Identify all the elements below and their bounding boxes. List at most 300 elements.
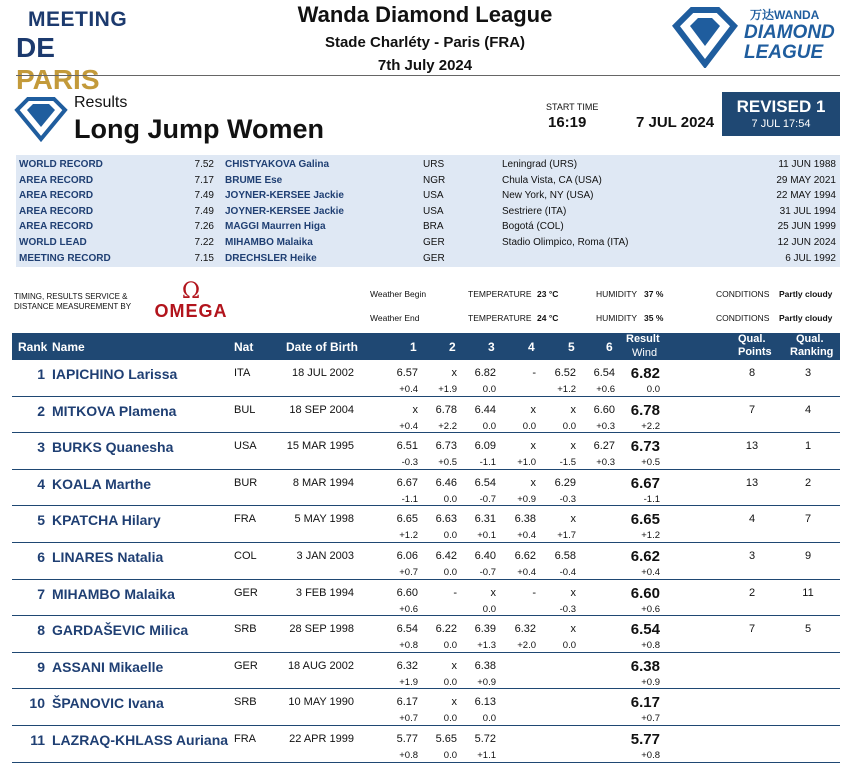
attempt-3-mark: 6.44 (474, 403, 496, 416)
logo-text-de-paris (16, 32, 146, 96)
athlete-rank: 7 (37, 585, 45, 602)
athlete-dob: 3 FEB 1994 (295, 586, 354, 599)
humidity-label: HUMIDITY (596, 289, 638, 299)
athlete-dob: 18 AUG 2002 (287, 659, 354, 672)
event-title: Long Jump Women (74, 114, 324, 144)
omega-logo (150, 279, 232, 321)
weather-end (370, 313, 840, 325)
temperature-value: 24 °C (537, 313, 559, 323)
result-row (12, 653, 840, 690)
revised-label: REVISED 1 (736, 97, 826, 116)
athlete-name: KOALA Marthe (52, 475, 152, 492)
attempt-3-wind: -0.7 (479, 566, 496, 578)
attempt-2-mark: 6.46 (435, 476, 457, 489)
qual-ranking: 9 (804, 549, 812, 562)
attempt-3-mark: 6.09 (474, 440, 496, 453)
col-attempt-2: 2 (449, 340, 456, 354)
attempt-1-wind: +0.7 (399, 713, 418, 725)
record-type: AREA RECORD (19, 221, 94, 233)
qual-ranking: 1 (804, 440, 812, 453)
record-holder: MIHAMBO Malaika (225, 236, 313, 248)
attempt-4-wind: +1.0 (517, 457, 536, 469)
col-nat: Nat (234, 340, 254, 354)
conditions-label: CONDITIONS (716, 313, 770, 323)
attempt-1-wind: +1.9 (399, 676, 418, 688)
attempt-2-mark: 6.63 (435, 513, 457, 526)
start-time: 16:19 (548, 114, 587, 131)
attempt-2-mark: x (451, 696, 457, 709)
col-dob: Date of Birth (286, 340, 358, 354)
attempt-1-mark: 6.32 (396, 659, 418, 672)
attempt-2-mark: 6.22 (435, 623, 457, 636)
attempt-3-wind: -1.1 (479, 457, 496, 469)
attempt-1-mark: 6.67 (396, 476, 418, 489)
humidity-label: HUMIDITY (596, 313, 638, 323)
athlete-result-wind: +0.7 (641, 713, 660, 725)
qual-ranking: 5 (804, 623, 812, 636)
qual-points: 7 (748, 403, 756, 416)
attempt-6-wind: +0.3 (596, 457, 615, 469)
attempt-6-wind: +0.6 (596, 384, 615, 395)
attempt-5-mark: x (570, 513, 576, 526)
athlete-result: 6.73 (630, 438, 660, 456)
qual-points: 4 (748, 513, 756, 526)
temperature-label: TEMPERATURE (468, 313, 532, 323)
record-date: 31 JUL 1994 (779, 205, 836, 217)
record-nat: GER (423, 252, 445, 264)
col-attempt-6: 6 (606, 340, 613, 354)
athlete-result-wind: -1.1 (643, 493, 660, 505)
record-holder: JOYNER-KERSEE Jackie (225, 205, 344, 217)
col-attempt-3: 3 (488, 340, 495, 354)
athlete-rank: 9 (37, 658, 45, 675)
logo-text-diamond: DIAMOND (744, 22, 835, 43)
attempt-3-wind: +1.3 (477, 640, 496, 652)
attempt-3-mark: 6.13 (474, 696, 496, 709)
humidity-value: 37 % (644, 289, 664, 299)
athlete-rank: 11 (30, 731, 45, 748)
attempt-3-wind: 0.0 (482, 384, 496, 395)
logo-text-league: LEAGUE (744, 42, 824, 63)
attempt-5-mark: x (570, 440, 576, 453)
qual-ranking: 3 (804, 367, 812, 379)
attempt-1-wind: +0.6 (399, 603, 418, 615)
attempt-3-mark: 6.40 (474, 549, 496, 562)
attempt-4-mark: 6.62 (514, 549, 536, 562)
meeting-info (240, 2, 610, 74)
attempt-3-wind: +0.1 (477, 530, 496, 542)
col-rank: Rank (18, 340, 48, 354)
attempt-3-mark: 6.54 (474, 476, 496, 489)
timing-credit (14, 292, 131, 312)
record-holder: JOYNER-KERSEE Jackie (225, 190, 344, 202)
record-venue: Stadio Olimpico, Roma (ITA) (502, 236, 629, 248)
attempt-6-mark: 6.54 (593, 367, 615, 379)
record-nat: URS (423, 159, 445, 170)
record-venue: New York, NY (USA) (502, 190, 594, 202)
attempt-4-mark: - (532, 586, 536, 599)
attempt-3-mark: 6.82 (474, 367, 496, 379)
attempt-5-wind: -0.3 (559, 603, 576, 615)
revised-time: 7 JUL 17:54 (751, 118, 811, 130)
attempt-5-mark: x (570, 623, 576, 636)
record-nat: GER (423, 236, 445, 248)
weather-label: Weather Begin (370, 289, 427, 299)
attempt-3-wind: 0.0 (482, 420, 496, 432)
athlete-result: 5.77 (630, 730, 660, 748)
record-type: AREA RECORD (19, 205, 94, 217)
humidity-value: 35 % (644, 313, 664, 323)
col-qual-ranking-2: Ranking (790, 346, 834, 358)
attempt-3-mark: 6.38 (474, 659, 496, 672)
attempt-1-wind: +0.4 (399, 384, 418, 395)
attempt-2-wind: +2.2 (438, 420, 457, 432)
conditions-label: CONDITIONS (716, 289, 770, 299)
athlete-result-wind: 0.0 (646, 384, 660, 395)
record-row (16, 173, 840, 189)
qual-ranking: 2 (804, 476, 812, 489)
record-row (16, 204, 840, 220)
results-table-header (12, 333, 840, 360)
attempt-5-wind: -1.5 (559, 457, 576, 469)
athlete-result-wind: +0.8 (641, 749, 660, 761)
attempt-2-mark: 6.42 (435, 549, 457, 562)
athlete-result: 6.17 (630, 694, 660, 712)
athlete-nat: BUR (234, 476, 258, 489)
conditions-value: Partly cloudy (779, 313, 833, 323)
athlete-result: 6.67 (630, 474, 660, 492)
attempt-3-mark: 6.39 (474, 623, 496, 636)
attempt-5-wind: +1.2 (557, 384, 576, 395)
result-row (12, 470, 840, 507)
attempt-2-mark: 5.65 (435, 732, 457, 745)
records-panel (16, 155, 840, 267)
attempt-2-wind: 0.0 (443, 493, 457, 505)
qual-points: 13 (745, 440, 759, 453)
attempt-1-mark: x (412, 403, 418, 416)
result-row (12, 397, 840, 434)
attempt-2-wind: 0.0 (443, 713, 457, 725)
col-attempt-1: 1 (410, 340, 417, 354)
attempt-2-mark: - (453, 586, 457, 599)
results-table-body (12, 360, 840, 763)
record-type: MEETING RECORD (19, 252, 111, 264)
attempt-4-wind: +0.9 (517, 493, 536, 505)
athlete-nat: GER (234, 586, 258, 599)
record-date: 29 MAY 2021 (776, 174, 836, 186)
athlete-dob: 28 SEP 1998 (289, 623, 354, 636)
page-header (0, 0, 849, 95)
record-mark: 7.15 (194, 252, 214, 264)
attempt-4-mark: 6.38 (514, 513, 536, 526)
attempt-5-wind: -0.4 (559, 566, 576, 578)
meeting-date: 7th July 2024 (377, 57, 473, 74)
record-venue: Sestriere (ITA) (502, 205, 567, 217)
attempt-4-mark: - (532, 367, 536, 379)
athlete-rank: 5 (37, 512, 45, 529)
athlete-rank: 4 (37, 475, 45, 492)
athlete-dob: 22 APR 1999 (289, 732, 354, 745)
athlete-name: ŠPANOVIC Ivana (52, 695, 164, 712)
athlete-nat: BUL (234, 403, 256, 416)
attempt-6-mark: 6.60 (593, 403, 615, 416)
record-holder: DRECHSLER Heike (225, 252, 317, 264)
athlete-result-wind: +0.8 (641, 640, 660, 652)
sponsor-text: 万达WANDA (750, 8, 820, 22)
record-nat: USA (423, 205, 444, 217)
attempt-4-wind: +2.0 (517, 640, 536, 652)
athlete-result: 6.54 (630, 621, 660, 639)
qual-points: 2 (748, 586, 756, 599)
attempt-1-mark: 5.77 (396, 732, 418, 745)
athlete-dob: 18 JUL 2002 (292, 367, 354, 379)
athlete-result: 6.38 (630, 657, 660, 675)
attempt-3-mark: 5.72 (474, 732, 496, 745)
header-divider (16, 75, 840, 76)
attempt-4-mark: 6.32 (514, 623, 536, 636)
event-header (14, 92, 840, 152)
attempt-1-mark: 6.65 (396, 513, 418, 526)
athlete-rank: 6 (37, 548, 45, 565)
athlete-result-wind: +0.4 (641, 566, 660, 578)
athlete-result-wind: +0.5 (641, 457, 660, 469)
attempt-2-wind: 0.0 (443, 530, 457, 542)
record-date: 6 JUL 1992 (785, 252, 836, 264)
record-mark: 7.26 (194, 221, 214, 233)
qual-points: 3 (748, 549, 756, 562)
omega-icon: Ω (181, 279, 201, 304)
col-result: Result (626, 333, 660, 345)
omega-wordmark: OMEGA (154, 301, 228, 321)
athlete-rank: 3 (37, 439, 45, 456)
qual-ranking: 11 (802, 586, 814, 599)
athlete-result-wind: +1.2 (641, 530, 660, 542)
result-row (12, 433, 840, 470)
athlete-name: LINARES Natalia (52, 548, 164, 565)
record-row (16, 235, 840, 251)
record-row (16, 219, 840, 235)
attempt-1-wind: +0.8 (399, 640, 418, 652)
attempt-1-mark: 6.54 (396, 623, 418, 636)
record-date: 25 JUN 1999 (777, 221, 836, 233)
record-row (16, 188, 840, 204)
attempt-5-wind: -0.3 (559, 493, 576, 505)
athlete-result: 6.60 (630, 584, 660, 602)
attempt-5-mark: x (570, 403, 576, 416)
attempt-1-mark: 6.51 (396, 440, 418, 453)
athlete-result: 6.82 (630, 365, 660, 382)
attempt-6-mark: 6.27 (593, 440, 615, 453)
athlete-dob: 8 MAR 1994 (292, 476, 354, 489)
record-row (16, 251, 840, 267)
col-attempt-4: 4 (528, 340, 535, 354)
athlete-rank: 1 (37, 366, 45, 382)
record-holder: BRUME Ese (225, 174, 283, 186)
start-time-label: START TIME (546, 102, 599, 112)
attempt-5-wind: +1.7 (557, 530, 576, 542)
attempt-3-wind: -0.7 (479, 493, 496, 505)
athlete-nat: FRA (234, 732, 256, 745)
athlete-result-wind: +0.9 (641, 676, 660, 688)
attempt-2-mark: x (451, 367, 457, 379)
attempt-1-mark: 6.57 (396, 367, 418, 379)
attempt-5-wind: 0.0 (562, 420, 576, 432)
athlete-result: 6.65 (630, 511, 660, 529)
athlete-dob: 10 MAY 1990 (288, 696, 354, 709)
athlete-name: LAZRAQ-KHLASS Auriana (52, 731, 229, 748)
record-holder: MAGGI Maurren Higa (225, 221, 326, 233)
col-qual-points-2: Points (738, 346, 772, 358)
attempt-2-mark: x (451, 659, 457, 672)
attempt-1-mark: 6.06 (396, 549, 418, 562)
athlete-name: ASSANI Mikaelle (52, 658, 164, 675)
attempt-1-wind: -1.1 (401, 493, 418, 505)
attempt-2-wind: 0.0 (443, 749, 457, 761)
attempt-1-wind: +0.4 (399, 420, 418, 432)
attempt-3-mark: x (490, 586, 496, 599)
attempt-4-wind: +0.4 (517, 530, 536, 542)
record-venue: Leningrad (URS) (502, 159, 578, 170)
record-mark: 7.49 (194, 190, 214, 202)
weather-label: Weather End (370, 313, 420, 323)
attempt-2-wind: +1.9 (438, 384, 457, 395)
attempt-6-wind: +0.3 (596, 420, 615, 432)
athlete-dob: 3 JAN 2003 (296, 549, 354, 562)
attempt-3-wind: 0.0 (482, 603, 496, 615)
qual-points: 7 (748, 623, 756, 636)
result-row (12, 689, 840, 726)
record-mark: 7.17 (194, 174, 214, 186)
attempt-4-wind: +0.4 (517, 566, 536, 578)
record-mark: 7.52 (194, 159, 214, 170)
attempt-4-mark: x (530, 403, 536, 416)
athlete-name: BURKS Quanesha (52, 439, 174, 456)
attempt-3-wind: 0.0 (482, 713, 496, 725)
temperature-label: TEMPERATURE (468, 289, 532, 299)
logo-text-de: DE (16, 32, 55, 63)
temperature-value: 23 °C (537, 289, 559, 299)
athlete-dob: 5 MAY 1998 (294, 513, 354, 526)
attempt-1-wind: +0.7 (399, 566, 418, 578)
attempt-2-mark: 6.73 (435, 440, 457, 453)
athlete-rank: 10 (29, 695, 45, 712)
attempt-4-mark: x (530, 440, 536, 453)
athlete-nat: USA (234, 440, 257, 453)
logo-text-paris: PARIS (16, 64, 100, 95)
event-date: 7 JUL 2024 (636, 114, 715, 131)
record-type: AREA RECORD (19, 174, 94, 186)
attempt-2-wind: +0.5 (438, 457, 457, 469)
attempt-3-wind: +1.1 (477, 749, 496, 761)
qual-ranking: 7 (804, 513, 812, 526)
qual-points: 13 (745, 476, 759, 489)
attempt-1-wind: +1.2 (399, 530, 418, 542)
attempt-2-wind: 0.0 (443, 640, 457, 652)
timing-line-2: DISTANCE MEASUREMENT BY (14, 302, 132, 311)
meeting-de-paris-logo (16, 6, 146, 95)
attempt-5-wind: 0.0 (562, 640, 576, 652)
result-row (12, 360, 840, 397)
result-row (12, 543, 840, 580)
record-date: 11 JUN 1988 (778, 159, 836, 170)
athlete-dob: 18 SEP 2004 (289, 403, 354, 416)
col-name: Name (52, 340, 85, 354)
athlete-nat: COL (234, 549, 257, 562)
record-date: 12 JUN 2024 (777, 236, 836, 248)
record-mark: 7.22 (194, 236, 214, 248)
attempt-3-wind: +0.9 (477, 676, 496, 688)
athlete-name: MIHAMBO Malaika (52, 585, 175, 602)
record-venue: Chula Vista, CA (USA) (502, 174, 602, 186)
attempt-5-mark: 6.29 (554, 476, 576, 489)
attempt-1-mark: 6.17 (396, 696, 418, 709)
record-date: 22 MAY 1994 (776, 190, 836, 202)
meeting-title: Wanda Diamond League (297, 2, 553, 27)
record-type: WORLD LEAD (19, 236, 87, 248)
col-wind: Wind (632, 347, 658, 359)
athlete-nat: FRA (234, 513, 256, 526)
attempt-1-wind: -0.3 (401, 457, 418, 469)
record-type: AREA RECORD (19, 190, 94, 202)
diamond-league-logo (672, 4, 842, 68)
attempt-5-mark: x (570, 586, 576, 599)
athlete-result-wind: +0.6 (641, 603, 660, 615)
result-row (12, 726, 840, 763)
athlete-name: KPATCHA Hilary (52, 512, 161, 529)
attempt-5-mark: 6.52 (554, 367, 576, 379)
diamond-icon (14, 96, 68, 142)
revised-badge (722, 92, 840, 136)
athlete-nat: SRB (234, 623, 257, 636)
result-row (12, 506, 840, 543)
record-venue: Bogotá (COL) (502, 221, 564, 233)
meeting-venue: Stade Charléty - Paris (FRA) (324, 34, 526, 51)
athlete-rank: 2 (37, 402, 45, 419)
col-qual-ranking-1: Qual. (796, 333, 824, 345)
qual-points: 8 (748, 367, 756, 379)
col-attempt-5: 5 (568, 340, 575, 354)
athlete-dob: 15 MAR 1995 (286, 440, 354, 453)
athlete-result: 6.62 (630, 547, 660, 565)
athlete-nat: SRB (234, 696, 257, 709)
athlete-nat: GER (234, 659, 258, 672)
record-mark: 7.49 (194, 205, 214, 217)
athlete-name: IAPICHINO Larissa (52, 366, 178, 382)
attempt-3-mark: 6.31 (474, 513, 496, 526)
attempt-5-mark: 6.58 (554, 549, 576, 562)
attempt-1-wind: +0.8 (399, 749, 418, 761)
attempt-4-wind: 0.0 (522, 420, 536, 432)
result-row (12, 580, 840, 617)
record-row (16, 157, 840, 173)
conditions-value: Partly cloudy (779, 289, 833, 299)
qual-ranking: 4 (804, 403, 812, 416)
results-label: Results (74, 94, 128, 111)
diamond-icon (672, 6, 738, 68)
athlete-result: 6.78 (630, 401, 660, 419)
attempt-2-wind: 0.0 (443, 566, 457, 578)
col-qual-points-1: Qual. (738, 333, 766, 345)
weather-begin (370, 289, 840, 301)
athlete-name: GARDAŠEVIC Milica (52, 622, 189, 639)
record-holder: CHISTYAKOVA Galina (225, 159, 330, 170)
athlete-rank: 8 (37, 622, 45, 639)
record-nat: NGR (423, 174, 446, 186)
attempt-2-mark: 6.78 (435, 403, 457, 416)
attempt-1-mark: 6.60 (396, 586, 418, 599)
athlete-name: MITKOVA Plamena (52, 402, 177, 419)
logo-text-meeting: MEETING (28, 8, 128, 31)
